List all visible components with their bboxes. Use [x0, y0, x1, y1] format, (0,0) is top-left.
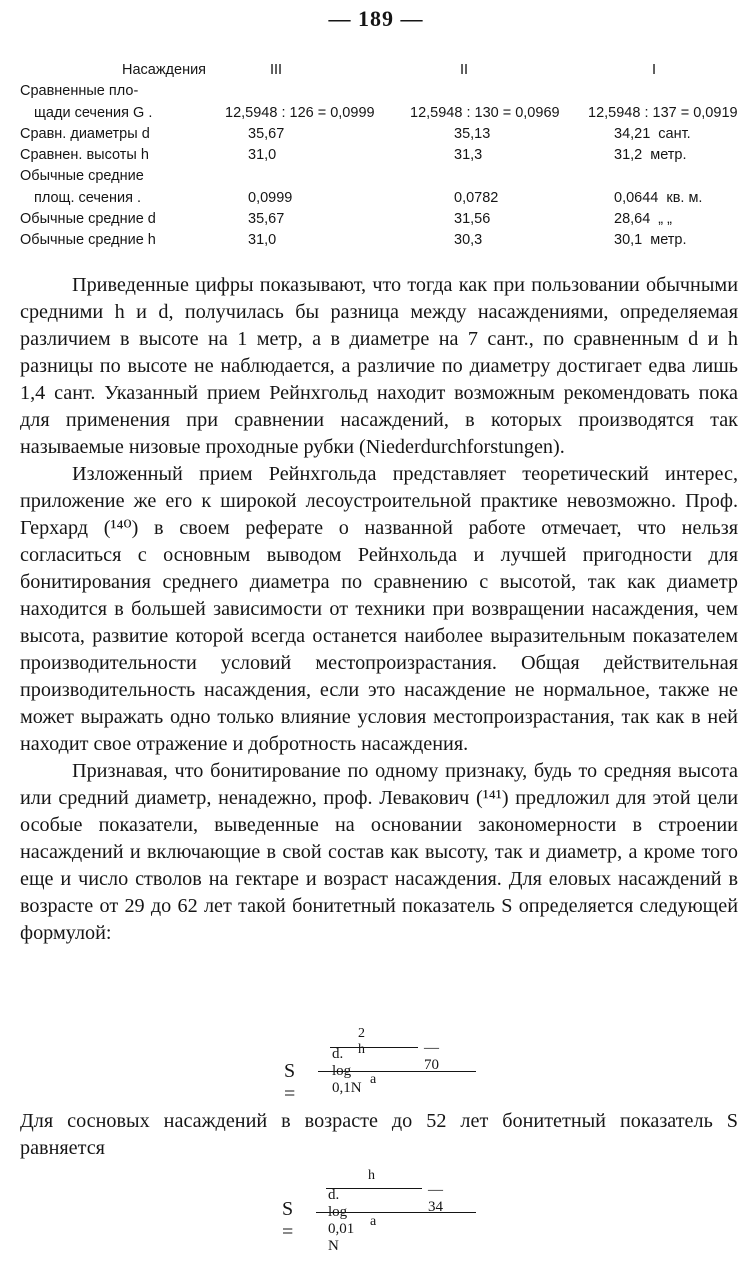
row-label: Обычные средние h: [20, 232, 156, 249]
table-cell: 31,0: [248, 232, 277, 249]
row-label: Сравн. диаметры d: [20, 125, 150, 142]
unit-label: кв. м.: [666, 189, 703, 206]
table-cell: 35,67: [248, 211, 285, 228]
page-number: — 189 —: [328, 6, 424, 31]
table-row: [20, 103, 745, 124]
comparison-table: [20, 60, 745, 252]
table-cell: 31,56: [454, 211, 491, 228]
table-cell: 28,64 „ „: [614, 211, 672, 228]
formula-numerator-mid: d. log 0,01 N: [328, 1187, 355, 1254]
row-label: щади сечения G .: [34, 104, 153, 121]
table-row: [20, 209, 745, 230]
table-cell: 0,0999: [248, 189, 293, 206]
table-header-col-2: II: [460, 62, 469, 78]
paragraph: Признавая, что бонитирование по одному признаку, будь то средняя высота или средний диаметр, ненадежно, проф. Левакович (¹⁴¹) предложил для этой цели особые показатели, выведенные на основании закономерности в строении насаждений и включающие в свой состав как высоту, так и диаметр, а кроме того еще и число стволов на гектаре и возраст насаждения. Для еловых насаждений в возрасте от 29 до 62 лет такой бонитетный показатель S определяется следующей формулой:: [20, 760, 738, 944]
formula-lhs: S =: [284, 1060, 296, 1105]
table-cell: 35,67: [248, 125, 285, 142]
table-header-col-3: III: [270, 62, 283, 78]
body-text: [20, 272, 738, 947]
formula-denominator: a: [370, 1072, 377, 1087]
row-label: Обычные средние: [20, 168, 144, 185]
table-cell: 30,3: [454, 232, 483, 249]
table-header-col-1: I: [652, 62, 657, 78]
table-cell: 12,5948 : 137 = 0,0919: [588, 104, 738, 121]
table-cell: 12,5948 : 130 = 0,0969: [410, 104, 560, 121]
row-label: Обычные средние d: [20, 211, 156, 228]
table-cell: 12,5948 : 126 = 0,0999: [225, 104, 375, 121]
table-cell: 34,21 сант.: [614, 125, 691, 142]
table-row: [20, 166, 745, 187]
unit-label: метр.: [650, 147, 687, 164]
unit-label: „ „: [658, 211, 672, 228]
table-cell: 0,0644 кв. м.: [614, 189, 703, 206]
formula-lhs: S =: [282, 1198, 294, 1243]
formula-numerator-mid: d. log 0,1N: [332, 1046, 362, 1096]
paragraph: Изложенный прием Рейнхгольда представляет теоретический интерес, приложение же его к широкой лесоустроительной практике невозможно. Проф. Герхард (¹⁴⁰) в своем реферате о названной работе отмечает, что нельзя согласиться с основным выводом Рейнхольда и лучшей пригодности для бонитирования среднего диаметра по сравнению с высотой, так как диаметр находится в большей зависимости от техники при возвращении насаждения, чем высота, развитие которой всегда останется наиболее выразительным показателем производительности условий местопроизрастания. Общая действительная производительность насаждения, если это насаждение не нормальное, также не может выражать одно только влияние условия местопроизрастания, так как в ней находит свое отражение и добротность насаждения.: [20, 463, 738, 755]
table-row: [20, 81, 745, 102]
table-header-label: Насаждения: [122, 62, 207, 78]
table-cell: 30,1 метр.: [614, 232, 687, 249]
table-row: [20, 145, 745, 166]
table-row: [20, 188, 745, 209]
row-label: площ. сечения .: [34, 189, 141, 206]
row-label: Сравнен. высоты h: [20, 147, 149, 164]
table-row: [20, 230, 745, 251]
unit-label: сант.: [658, 125, 691, 142]
table-row: [20, 124, 745, 145]
formula-numerator-top: 2 h: [358, 1026, 365, 1057]
table-cell: 31,3: [454, 147, 483, 164]
paragraph: Для сосновых насаждений в возрасте до 52 лет бонитетный показатель S равняется: [20, 1110, 738, 1159]
formula-minus-constant: — 70: [424, 1040, 439, 1073]
formula-numerator-top: h: [368, 1168, 375, 1183]
row-label: Сравненные пло-: [20, 83, 139, 100]
paragraph: Приведенные цифры показывают, что тогда как при пользовании обычными средними h и d, получилась бы разница между насаждениями, определяемая различием в высоте на 1 метр, а в диаметре на 7 сант., по сравненным d и h разницы по высоте не наблюдается, а различие по диаметру достигает едва лишь 1,4 сант. Указанный прием Рейнхгольд находит возможным рекомендовать пока для применения при сравнении насаждений, в которых производятся так называемые низовые проходные рубки (Niederdurchforstungen).: [20, 274, 738, 458]
unit-label: метр.: [650, 232, 687, 249]
table-cell: 31,2 метр.: [614, 147, 687, 164]
formula-denominator: a: [370, 1214, 377, 1229]
table-header-row: [20, 60, 745, 81]
formula-main-line: [316, 1212, 476, 1213]
table-cell: 0,0782: [454, 189, 499, 206]
table-cell: 35,13: [454, 125, 491, 142]
formula-main-line: [318, 1071, 476, 1072]
formula-minus-constant: — 34: [428, 1182, 443, 1215]
table-cell: 31,0: [248, 147, 277, 164]
